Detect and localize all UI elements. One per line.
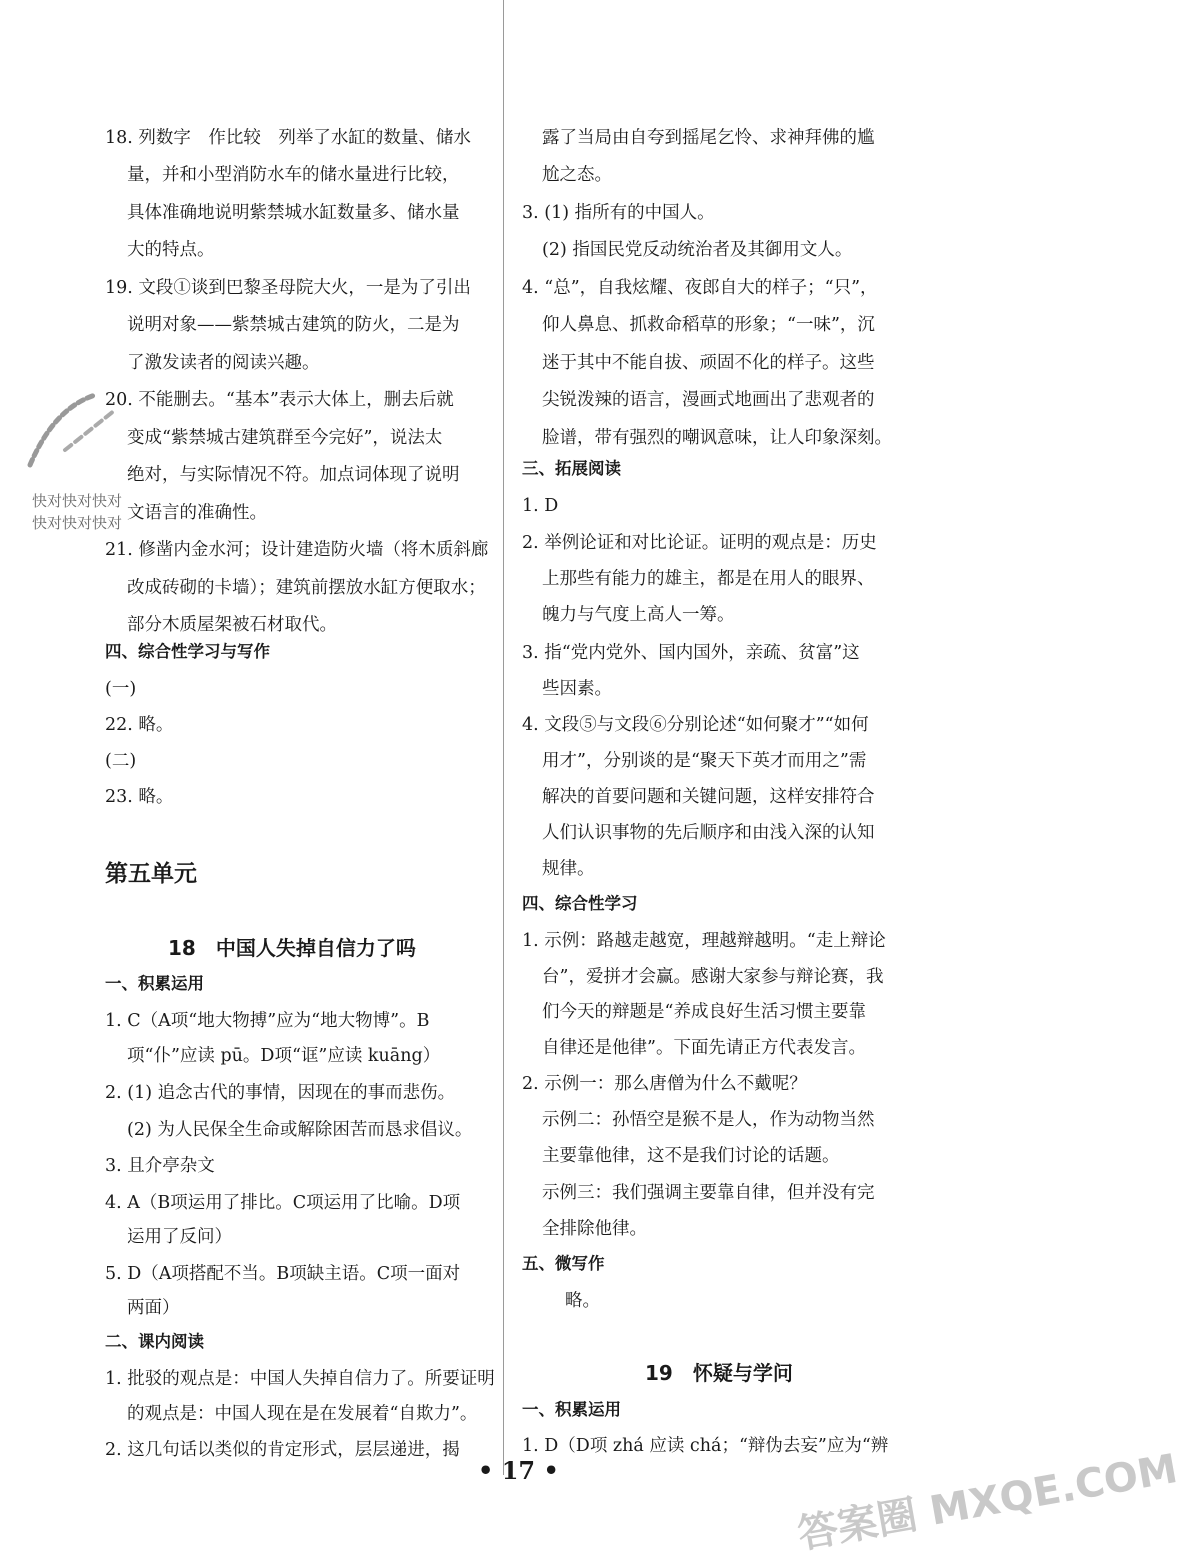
text-line: 绝对，与实际情况不符。加点词体现了说明: [127, 465, 460, 485]
text-line: 量，并和小型消防水车的储水量进行比较，: [127, 165, 460, 185]
text-line: 4. “总”，自我炫耀、夜郎自大的样子；“只”，: [522, 278, 878, 298]
text-line: 露了当局由自夸到摇尾乞怜、求神拜佛的尴: [542, 128, 875, 148]
text-line: 了激发读者的阅读兴趣。: [127, 353, 320, 373]
section-heading: 四、综合性学习: [522, 894, 638, 913]
text-line: (二): [105, 751, 137, 771]
text-line: 大的特点。: [127, 240, 215, 260]
text-line: 迷于其中不能自拔、顽固不化的样子。这些: [542, 353, 875, 373]
text-line: 3. 且介亭杂文: [105, 1156, 215, 1176]
watermark-logo: 答案圈 MXQE.COM: [794, 1445, 1181, 1558]
text-line: (2) 指国民党反动统治者及其御用文人。: [542, 240, 853, 260]
text-line: 3. 指“党内党外、国内国外，亲疏、贫富”这: [522, 643, 860, 663]
section-heading: 五、微写作: [522, 1254, 605, 1273]
page-number: • 17 •: [478, 1456, 559, 1485]
stamp-line: 快对快对快对: [32, 492, 123, 510]
stamp-line: 快对快对快对: [32, 514, 123, 532]
text-line: 4. A（B项运用了排比。C项运用了比喻。D项: [105, 1193, 461, 1213]
text-line: 说明对象——紫禁城古建筑的防火，二是为: [127, 315, 460, 335]
text-line: 1. D（D项 zhá 应读 chá；“辩伪去妄”应为“辨: [522, 1436, 889, 1456]
text-line: 示例三：我们强调主要靠自律，但并没有完: [542, 1183, 875, 1203]
text-line: 19. 文段①谈到巴黎圣母院大火，一是为了引出: [105, 278, 471, 298]
text-line: 尖锐泼辣的语言，漫画式地画出了悲观者的: [542, 390, 875, 410]
text-line: 项“仆”应读 pū。D项“诓”应读 kuāng）: [127, 1046, 441, 1066]
text-line: 部分木质屋架被石材取代。: [127, 615, 337, 635]
text-line: 略。: [565, 1291, 600, 1311]
section-heading: 三、拓展阅读: [522, 459, 621, 478]
text-line: 尬之态。: [542, 165, 612, 185]
text-line: 全排除他律。: [542, 1219, 647, 1239]
text-line: 们今天的辩题是“养成良好生活习惯主要靠: [542, 1002, 866, 1022]
lesson-title: 19 怀疑与学问: [645, 1361, 793, 1385]
text-line: 解决的首要问题和关键问题，这样安排符合: [542, 787, 875, 807]
text-line: 用才”，分别谈的是“聚天下英才而用之”需: [542, 751, 867, 771]
stamp-overlay: [32, 490, 122, 534]
section-heading: 二、课内阅读: [105, 1332, 204, 1351]
text-line: 变成“紫禁城古建筑群至今完好”，说法太: [127, 428, 443, 448]
section-heading: 一、积累运用: [522, 1400, 621, 1419]
section-heading: 一、积累运用: [105, 974, 204, 993]
lesson-title: 18 中国人失掉自信力了吗: [168, 936, 416, 960]
text-line: 22. 略。: [105, 715, 174, 735]
text-line: 仰人鼻息、抓救命稻草的形象；“一味”，沉: [542, 315, 875, 335]
text-line: 1. D: [522, 496, 559, 516]
text-line: 1. C（A项“地大物搏”应为“地大物博”。B: [105, 1011, 430, 1031]
text-line: 2. 举例论证和对比论证。证明的观点是：历史: [522, 533, 877, 553]
text-line: 2. (1) 追念古代的事情，因现在的事而悲伤。: [105, 1083, 456, 1103]
text-line: 1. 示例：路越走越宽，理越辩越明。“走上辩论: [522, 931, 886, 951]
text-line: 运用了反问）: [127, 1227, 232, 1247]
text-line: 18. 列数字 作比较 列举了水缸的数量、储水: [105, 128, 471, 148]
text-line: (2) 为人民保全生命或解除困苦而恳求倡议。: [127, 1120, 473, 1140]
text-line: 具体准确地说明紫禁城水缸数量多、储水量: [127, 203, 460, 223]
text-line: 文语言的准确性。: [127, 503, 267, 523]
text-line: 主要靠他律，这不是我们讨论的话题。: [542, 1146, 840, 1166]
text-line: 示例二：孙悟空是猴不是人，作为动物当然: [542, 1110, 875, 1130]
text-line: 上那些有能力的雄主，都是在用人的眼界、: [542, 569, 875, 589]
text-line: 21. 修凿内金水河；设计建造防火墙（将木质斜廊: [105, 540, 489, 560]
text-line: 23. 略。: [105, 787, 174, 807]
text-line: 自律还是他律”。下面先请正方代表发言。: [542, 1038, 866, 1058]
text-line: 的观点是：中国人现在是在发展着“自欺力”。: [127, 1404, 478, 1424]
text-line: 2. 这几句话以类似的肯定形式，层层递进，揭: [105, 1440, 460, 1460]
text-line: 3. (1) 指所有的中国人。: [522, 203, 715, 223]
section-heading: 四、综合性学习与写作: [105, 642, 270, 661]
text-line: 2. 示例一：那么唐僧为什么不戴呢？: [522, 1074, 807, 1094]
text-line: 20. 不能删去。“基本”表示大体上，删去后就: [105, 390, 454, 410]
text-line: 些因素。: [542, 679, 612, 699]
unit-title: 第五单元: [105, 861, 197, 887]
pen-scribble-mark: [25, 390, 135, 480]
text-line: 5. D（A项搭配不当。B项缺主语。C项一面对: [105, 1264, 461, 1284]
text-line: 两面）: [127, 1298, 180, 1318]
text-line: 人们认识事物的先后顺序和由浅入深的认知: [542, 823, 875, 843]
text-line: 脸谱，带有强烈的嘲讽意味，让人印象深刻。: [542, 428, 892, 448]
text-line: (一): [105, 679, 137, 699]
text-line: 魄力与气度上高人一筹。: [542, 605, 735, 625]
text-line: 规律。: [542, 859, 595, 879]
text-line: 台”，爱拼才会赢。感谢大家参与辩论赛，我: [542, 967, 884, 987]
text-line: 4. 文段⑤与文段⑥分别论述“如何聚才”“如何: [522, 715, 869, 735]
column-divider: [503, 0, 504, 1475]
text-line: 1. 批驳的观点是：中国人失掉自信力了。所要证明: [105, 1369, 495, 1389]
text-line: 改成砖砌的卡墙）；建筑前摆放水缸方便取水；: [127, 578, 486, 598]
